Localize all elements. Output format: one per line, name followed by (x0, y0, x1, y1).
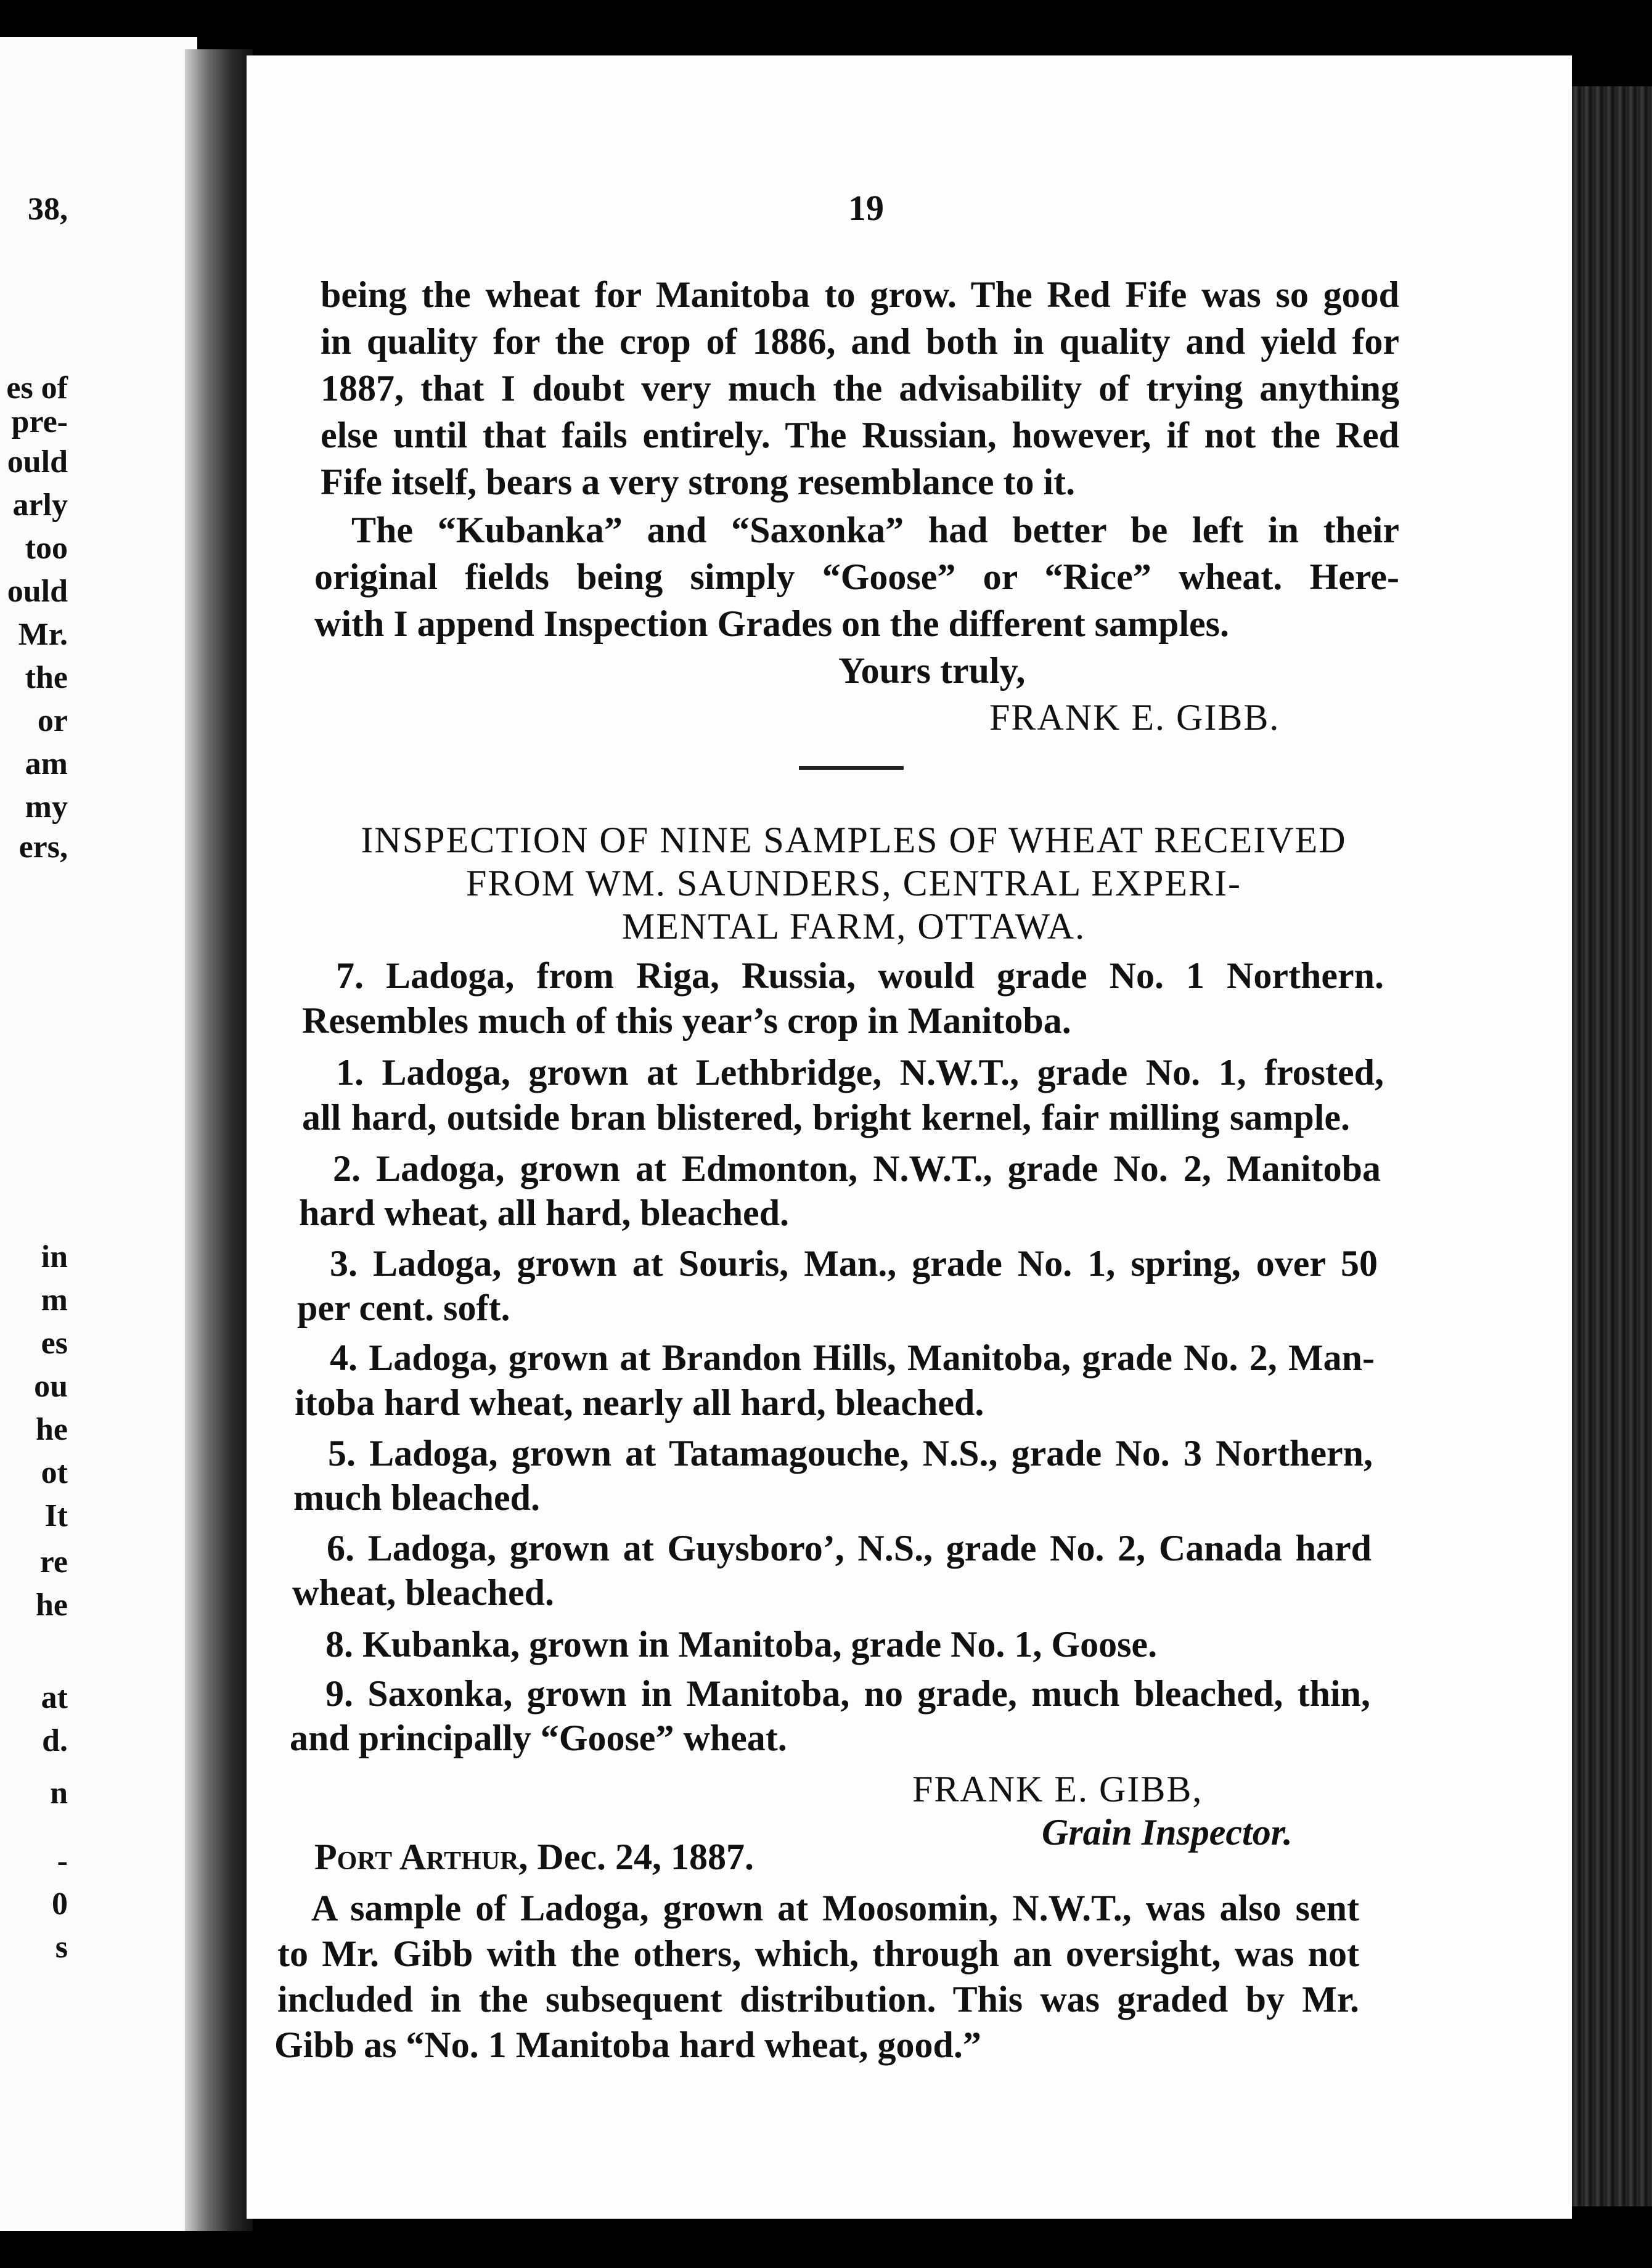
facing-page-fragment: too (25, 531, 68, 566)
facing-page-fragment: Mr. (18, 617, 68, 652)
section-divider (799, 766, 904, 770)
inspection-item: 4. Ladoga, grown at Brandon Hills, Manitoba, grade No. 2, Man- (330, 1337, 1375, 1378)
inspection-item: 5. Ladoga, grown at Tatamagouche, N.S., grade No. 3 Northern, (328, 1433, 1373, 1474)
letter-line: being the wheat for Manitoba to grow. The Red Fife was so good (321, 274, 1399, 315)
facing-page-fragment: ot (41, 1455, 68, 1490)
inspection-item: 6. Ladoga, grown at Guysboro’, N.S., grade No. 2, Canada hard (327, 1528, 1372, 1568)
facing-page-fragment: pre- (11, 404, 68, 439)
section-heading: INSPECTION OF NINE SAMPLES OF WHEAT RECEIVED (361, 820, 1347, 860)
dateline (314, 1834, 754, 1880)
facing-page-fragment: at (41, 1680, 68, 1715)
inspector-title: Grain Inspector. (1042, 1812, 1293, 1853)
facing-page-fragment: 0 (52, 1887, 68, 1922)
facing-page-fragment: - (57, 1843, 68, 1878)
letter-line: with I append Inspection Grades on the different samples. (314, 603, 1230, 644)
page-stack-edge (1572, 86, 1652, 2206)
page-number: 19 (848, 188, 884, 228)
inspection-item: per cent. soft. (297, 1287, 510, 1328)
facing-page-fragment: d. (42, 1723, 68, 1758)
letter-line: original fields being simply “Goose” or “Rice” wheat. Here- (314, 557, 1399, 597)
inspection-item: 9. Saxonka, grown in Manitoba, no grade, much bleached, thin, (325, 1673, 1370, 1714)
inspection-item: and principally “Goose” wheat. (290, 1718, 787, 1758)
section-heading: MENTAL FARM, OTTAWA. (621, 906, 1086, 947)
letter-line: in quality for the crop of 1886, and both in quality and yield for (321, 321, 1399, 362)
facing-page-fragment: m (41, 1283, 68, 1318)
facing-page-fragment: he (36, 1412, 68, 1447)
inspection-item: 1. Ladoga, grown at Lethbridge, N.W.T., grade No. 1, frosted, (336, 1052, 1384, 1093)
inspection-item: Resembles much of this year’s crop in Manitoba. (302, 1000, 1071, 1041)
section-heading: FROM WM. SAUNDERS, CENTRAL EXPERI- (465, 863, 1242, 904)
inspection-item: hard wheat, all hard, bleached. (299, 1193, 790, 1233)
dateline-place: Port Arthur (314, 1837, 519, 1877)
facing-page-fragment: es of (6, 370, 68, 406)
facing-page-fragment: am (25, 746, 68, 781)
facing-page-fragment: ers, (18, 830, 68, 865)
inspection-item: itoba hard wheat, nearly all hard, bleached. (295, 1382, 984, 1423)
note-line: to Mr. Gibb with the others, which, through an oversight, was not (277, 1933, 1359, 1974)
note-line: included in the subsequent distribution. This was graded by Mr. (277, 1979, 1359, 2020)
inspection-item: wheat, bleached. (292, 1572, 554, 1613)
facing-page-fragment: n (50, 1776, 68, 1811)
inspection-item: 8. Kubanka, grown in Manitoba, grade No. 1, Goose. (325, 1624, 1158, 1665)
note-line: Gibb as “No. 1 Manitoba hard wheat, good.” (274, 2025, 981, 2065)
facing-page-fragment: he (36, 1588, 68, 1623)
facing-page-fragment: re (39, 1544, 68, 1580)
letter-signature: FRANK E. GIBB. (989, 697, 1280, 738)
facing-page-fragment: in (41, 1239, 68, 1275)
inspection-item: 3. Ladoga, grown at Souris, Man., grade No. 1, spring, over 50 (330, 1243, 1378, 1284)
facing-page-fragment: arly (12, 487, 68, 523)
facing-page-fragment: It (44, 1498, 68, 1533)
facing-page-fragment: ou (34, 1369, 68, 1404)
inspection-item: 2. Ladoga, grown at Edmonton, N.W.T., grade No. 2, Manitoba (333, 1148, 1381, 1189)
facing-page-fragment: 38, (28, 192, 68, 227)
letter-line: Fife itself, bears a very strong resemblance to it. (321, 462, 1076, 502)
note-line: A sample of Ladoga, grown at Moosomin, N.W.T., was also sent (311, 1888, 1359, 1928)
letter-line: else until that fails entirely. The Russian, however, if not the Red (321, 415, 1399, 455)
facing-page-fragment: es (41, 1326, 68, 1361)
facing-page-fragment: my (25, 789, 68, 825)
facing-page (0, 37, 197, 2231)
letter-closing: Yours truly, (838, 650, 1026, 691)
inspector-signature: FRANK E. GIBB, (912, 1769, 1203, 1809)
facing-page-fragment: ould (7, 574, 68, 609)
facing-page-fragment: ould (7, 444, 68, 479)
dateline-date: , Dec. 24, 1887. (518, 1837, 754, 1877)
facing-page-text (0, 37, 68, 2231)
inspection-item: all hard, outside bran blistered, bright kernel, fair milling sample. (302, 1097, 1350, 1138)
inspection-item: 7. Ladoga, from Riga, Russia, would grade No. 1 Northern. (336, 955, 1384, 996)
inspection-item: much bleached. (293, 1477, 541, 1518)
facing-page-fragment: s (55, 1930, 68, 1965)
facing-page-fragment: or (37, 703, 68, 738)
book-gutter-shadow (185, 49, 253, 2231)
facing-page-fragment: the (25, 660, 68, 695)
letter-line: 1887, that I doubt very much the advisability of trying anything (321, 368, 1399, 409)
letter-line: The “Kubanka” and “Saxonka” had better be left in their (351, 510, 1399, 550)
